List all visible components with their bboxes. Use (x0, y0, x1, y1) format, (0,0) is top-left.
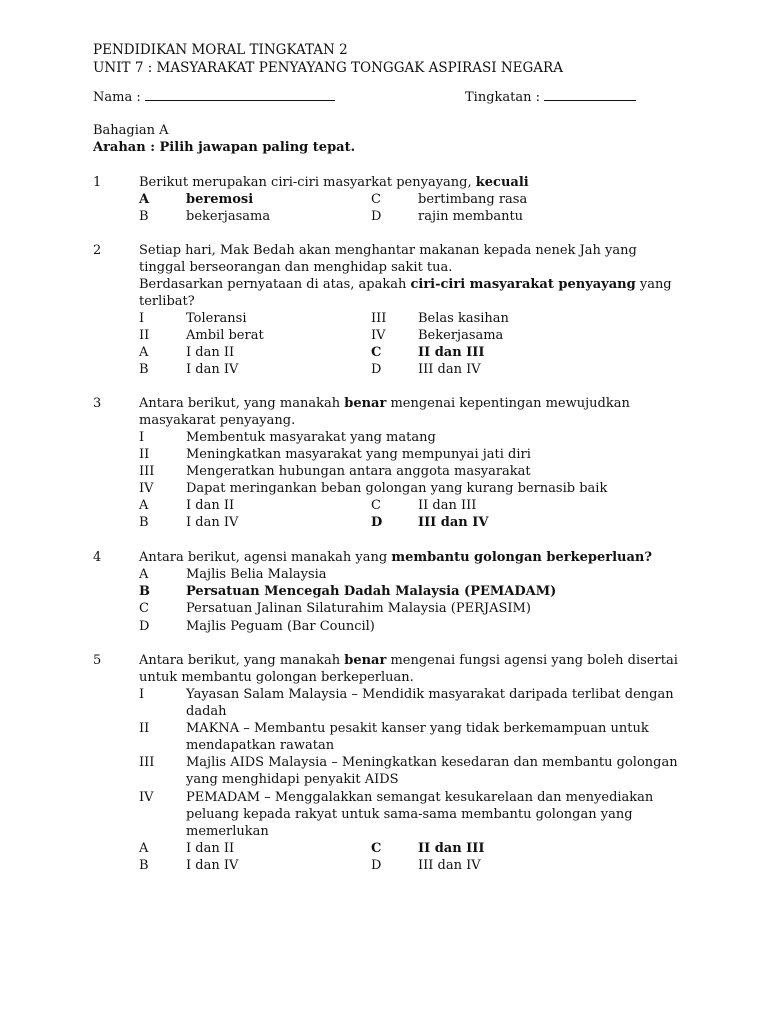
option-letter: B (139, 362, 149, 377)
option-letter: A (139, 345, 149, 360)
option-letter: B (139, 515, 149, 530)
option-letter: C (139, 601, 149, 616)
roman-text: Dapat meringankan beban golongan yang kurang bernasib baik (186, 481, 608, 496)
stem-emphasis: membantu golongan berkeperluan? (391, 550, 652, 565)
option-letter: D (371, 858, 382, 873)
roman-numeral: I (139, 687, 145, 702)
stem-text: mengenai kepentingan mewujudkan (390, 396, 630, 411)
option-text: III dan IV (418, 515, 489, 530)
question-stem: terlibat? (139, 294, 195, 309)
roman-numeral: IV (371, 328, 386, 343)
stem-text: Antara berikut, yang manakah (139, 653, 341, 668)
question-number: 4 (93, 550, 102, 565)
option-letter: B (139, 584, 150, 599)
roman-text: Yayasan Salam Malaysia – Mendidik masyarakat daripada terlibat dengan (186, 687, 674, 702)
roman-text: Meningkatkan masyarakat yang mempunyai jati diri (186, 447, 531, 462)
stem-text: Antara berikut, agensi manakah yang (139, 550, 388, 565)
stem-text: Berdasarkan pernyataan di atas, apakah (139, 277, 407, 292)
subject-title: PENDIDIKAN MORAL TINGKATAN 2 (93, 42, 348, 58)
stem-emphasis: benar (344, 653, 387, 668)
option-text: Majlis Peguam (Bar Council) (186, 619, 375, 634)
roman-numeral: II (139, 328, 150, 343)
stem-emphasis: kecuali (475, 175, 529, 190)
roman-text: Majlis AIDS Malaysia – Meningkatkan kesedaran dan membantu golongan (186, 755, 678, 770)
roman-numeral: IV (139, 481, 154, 496)
question-number: 1 (93, 175, 102, 190)
question-stem: masyakarat penyayang. (139, 413, 296, 428)
roman-text: MAKNA – Membantu pesakit kanser yang tidak berkemampuan untuk (186, 721, 649, 736)
option-letter: A (139, 567, 149, 582)
option-text: Persatuan Mencegah Dadah Malaysia (PEMADAM) (186, 584, 557, 599)
option-letter: A (139, 841, 149, 856)
question-stem: Setiap hari, Mak Bedah akan menghantar makanan kepada nenek Jah yang (139, 243, 637, 258)
roman-numeral: III (139, 464, 155, 479)
roman-text: Membentuk masyarakat yang matang (186, 430, 436, 445)
option-text: I dan IV (186, 515, 239, 530)
question-stem: untuk membantu golongan berkeperluan. (139, 670, 414, 685)
roman-text: memerlukan (186, 824, 269, 839)
question-number: 5 (93, 653, 102, 668)
roman-text: dadah (186, 704, 227, 719)
class-blank[interactable] (544, 88, 636, 101)
option-letter: C (371, 498, 381, 513)
roman-text: Belas kasihan (418, 311, 509, 326)
stem-emphasis: ciri-ciri masyarakat penyayang (410, 277, 636, 292)
option-text: beremosi (186, 192, 254, 207)
roman-text: Ambil berat (186, 328, 264, 343)
stem-text: yang (639, 277, 672, 292)
roman-text: PEMADAM – Menggalakkan semangat kesukarelaan dan menyediakan (186, 790, 654, 805)
option-letter: A (139, 192, 150, 207)
stem-text: mengenai fungsi agensi yang boleh disertai (390, 653, 678, 668)
roman-text: mendapatkan rawatan (186, 738, 335, 753)
option-text: II dan III (418, 841, 485, 856)
roman-text: Toleransi (186, 311, 247, 326)
option-text: Persatuan Jalinan Silaturahim Malaysia (PERJASIM) (186, 601, 531, 616)
option-letter: A (139, 498, 149, 513)
option-letter: D (371, 515, 383, 530)
roman-text: Bekerjasama (418, 328, 504, 343)
roman-numeral: II (139, 721, 150, 736)
roman-numeral: III (371, 311, 387, 326)
question-number: 2 (93, 243, 102, 258)
stem-emphasis: benar (344, 396, 387, 411)
option-letter: C (371, 345, 382, 360)
roman-numeral: IV (139, 790, 154, 805)
option-letter: C (371, 192, 381, 207)
class-row (465, 88, 636, 106)
roman-numeral: I (139, 311, 145, 326)
name-row (93, 88, 335, 106)
question-stem (139, 174, 529, 191)
option-text: I dan II (186, 498, 235, 513)
option-text: III dan IV (418, 858, 481, 873)
question-stem: tinggal berseorangan dan menghidap sakit tua. (139, 260, 453, 275)
option-text: II dan III (418, 345, 485, 360)
option-text: II dan III (418, 498, 477, 513)
option-letter: C (371, 841, 382, 856)
option-letter: D (371, 362, 382, 377)
question-stem (139, 652, 678, 669)
option-letter: D (139, 619, 150, 634)
question-stem (139, 395, 630, 412)
option-letter: B (139, 209, 149, 224)
option-text: rajin membantu (418, 209, 524, 224)
option-text: I dan II (186, 841, 235, 856)
option-letter: B (139, 858, 149, 873)
section-instruction: Arahan : Pilih jawapan paling tepat. (93, 140, 356, 155)
option-text: I dan IV (186, 858, 239, 873)
roman-text: peluang kepada rakyat untuk sama-sama membantu golongan yang (186, 807, 633, 822)
roman-text: Mengeratkan hubungan antara anggota masyarakat (186, 464, 531, 479)
roman-text: yang menghidapi penyakit AIDS (186, 772, 399, 787)
question-number: 3 (93, 396, 102, 411)
roman-numeral: I (139, 430, 145, 445)
question-stem (139, 276, 672, 293)
option-letter: D (371, 209, 382, 224)
option-text: Majlis Belia Malaysia (186, 567, 327, 582)
roman-numeral: II (139, 447, 150, 462)
option-text: bertimbang rasa (418, 192, 528, 207)
option-text: I dan II (186, 345, 235, 360)
option-text: I dan IV (186, 362, 239, 377)
stem-text: Berikut merupakan ciri-ciri masyarkat penyayang, (139, 175, 472, 190)
roman-numeral: III (139, 755, 155, 770)
question-stem (139, 549, 652, 566)
name-label: Nama : (93, 90, 141, 105)
unit-title: UNIT 7 : MASYARAKAT PENYAYANG TONGGAK ASPIRASI NEGARA (93, 60, 563, 76)
section-title: Bahagian A (93, 123, 169, 138)
option-text: III dan IV (418, 362, 481, 377)
stem-text: Antara berikut, yang manakah (139, 396, 341, 411)
class-label: Tingkatan : (465, 90, 541, 105)
name-blank[interactable] (145, 88, 335, 101)
option-text: bekerjasama (186, 209, 271, 224)
